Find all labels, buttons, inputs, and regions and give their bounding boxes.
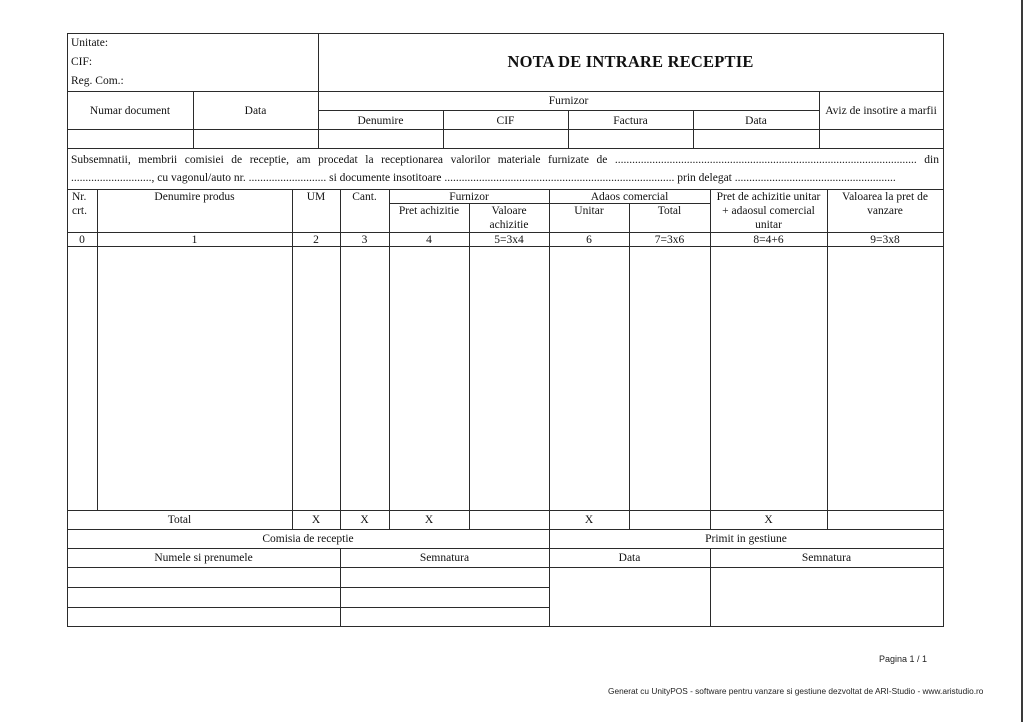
furnizor-data-header: Data	[745, 115, 767, 127]
um-header: UM	[306, 191, 326, 203]
unitate-label: Unitate:	[71, 37, 109, 49]
index-cell: 5=3x4	[494, 234, 524, 246]
index-cell: 1	[191, 234, 198, 246]
semnatura-comisie-header: Semnatura	[419, 552, 470, 564]
pret-achizitie-header: Pret achizitie	[398, 205, 460, 217]
primit-gestiune-header: Primit in gestiune	[705, 533, 787, 545]
generated-by: Generat cu UnityPOS - software pentru vanzare si gestiune dezvoltat de ARI-Studio - www.aristudio.ro	[608, 686, 984, 696]
cant-header: Cant.	[352, 191, 377, 203]
furnizor-header: Furnizor	[548, 95, 589, 107]
denumire-field[interactable]	[319, 130, 443, 148]
statement-line-1: Subsemnatii, membrii comisiei de receptie, am procedat la receptionarea valorilor materiale furnizate de ......................................................................................................... din	[71, 154, 939, 166]
index-cell: 9=3x8	[870, 234, 900, 246]
cif-header: CIF	[496, 115, 515, 127]
factura-header: Factura	[613, 115, 648, 127]
data-header: Data	[244, 105, 267, 117]
index-cell: 3	[361, 234, 368, 246]
valoarea-line-1: Valoarea la pret de	[842, 191, 928, 203]
crt-label: crt.	[72, 205, 88, 217]
pret-unitar-line-3: unitar	[755, 219, 782, 231]
total-pret-achizitie-x: X	[424, 514, 434, 526]
reg-com-label: Reg. Com.:	[71, 75, 124, 87]
furnizor-data-field[interactable]	[694, 130, 819, 148]
valoare-label: Valoare	[491, 205, 527, 217]
valoare-achizitie-header	[469, 204, 549, 232]
nr-label: Nr.	[72, 191, 87, 203]
adaos-comercial-header: Adaos comercial	[590, 191, 669, 203]
page-title: NOTA DE INTRARE RECEPTIE	[507, 52, 754, 71]
pret-unitar-line-2: + adaosul comercial	[722, 205, 815, 217]
total-header: Total	[657, 205, 682, 217]
numele-prenumele-header: Numele si prenumele	[154, 552, 253, 564]
page-number: Pagina 1 / 1	[879, 654, 928, 664]
index-cell: 4	[426, 234, 432, 246]
semnatura-gestiune-header: Semnatura	[801, 552, 852, 564]
valoarea-line-2: vanzare	[867, 205, 903, 217]
index-cell: 0	[79, 234, 85, 246]
cif-field[interactable]	[444, 130, 568, 148]
index-cell: 7=3x6	[654, 234, 685, 246]
viewer-edge	[1021, 0, 1023, 722]
data-gestiune-header: Data	[618, 552, 641, 564]
aviz-header: Aviz de insotire a marfii	[825, 105, 937, 117]
cif-label: CIF:	[71, 56, 93, 68]
denumire-produs-header: Denumire produs	[154, 191, 235, 203]
items-body[interactable]	[68, 247, 943, 510]
achizitie-label: achizitie	[489, 219, 529, 231]
denumire-header: Denumire	[357, 115, 404, 127]
total-pret-unitar-x: X	[764, 514, 773, 526]
data-field[interactable]	[194, 130, 318, 148]
numar-document-field[interactable]	[68, 130, 193, 148]
total-unitar-x: X	[584, 514, 594, 526]
total-cant-x: X	[360, 514, 369, 526]
nr-crt-header	[72, 190, 87, 218]
numar-document-header: Numar document	[89, 105, 171, 117]
index-cell: 6	[586, 234, 592, 246]
statement-line-2: ............................, cu vagonul/auto nr. ........................... si documente insotitoare ................................................................................ prin delegat ........................................................	[71, 172, 896, 184]
pret-unitar-adaos-header	[710, 190, 827, 232]
furnizor-group-header: Furnizor	[449, 191, 489, 203]
aviz-field[interactable]	[820, 130, 943, 148]
total-label: Total	[167, 514, 192, 526]
valoare-vanzare-header	[827, 190, 943, 218]
total-um-x: X	[311, 514, 321, 526]
index-cell: 2	[313, 234, 319, 246]
factura-field[interactable]	[569, 130, 693, 148]
index-cell: 8=4+6	[753, 234, 784, 246]
comisia-header: Comisia de receptie	[262, 533, 354, 545]
pret-unitar-line-1: Pret de achizitie unitar	[716, 191, 821, 203]
unitar-header: Unitar	[574, 205, 604, 217]
